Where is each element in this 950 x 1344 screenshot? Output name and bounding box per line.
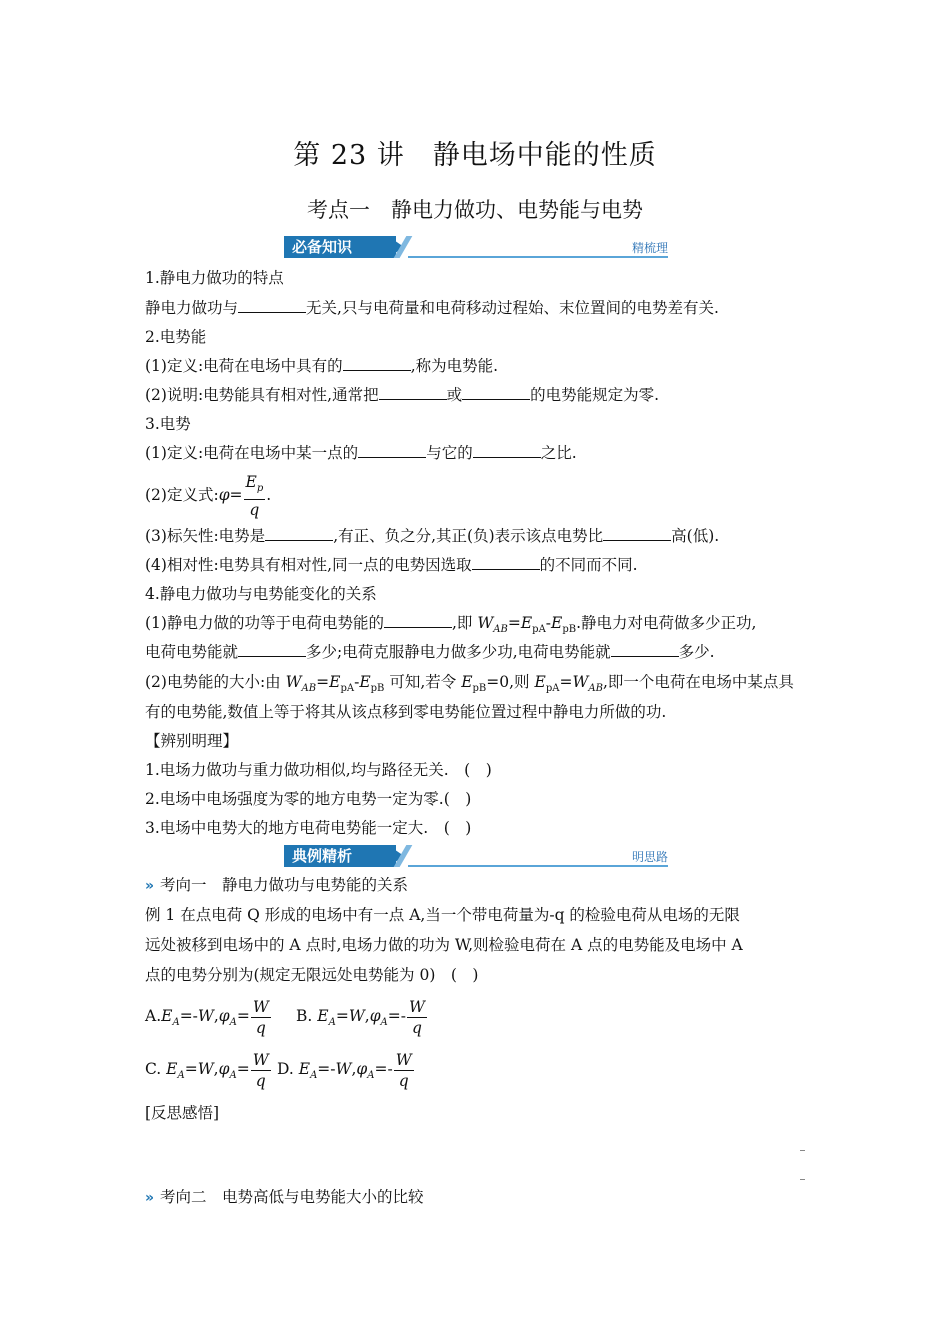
fraction-w-over-q: $\frac{W}{q}$ [409, 997, 425, 1037]
judge-title: 【辨别明理】 [145, 732, 239, 750]
k3-formula: (2)定义式:φ= $\frac{E_p}{q}$ . [145, 473, 272, 520]
k4-work-line1: (1)静电力做的功等于电荷电势能的 ,即 $W_{AB}=E_{pA}-E_{pB}$.静电力对电荷做多少正功, [145, 614, 757, 636]
example-1-line2: 远处被移到电场中的 A 点时,电场力做的功为 W,则检验电荷在 A 点的电势能及电场中 A [145, 936, 743, 954]
fraction-ep-over-q: $\frac{E_p}{q}$ [245, 473, 264, 520]
k2-explanation: (2)说明:电势能具有相对性,通常把 或 的电势能规定为零. [145, 386, 660, 404]
example-1-line1: 例 1 在点电荷 Q 形成的电场中有一点 A,当一个带电荷量为-q 的检验电荷从电场的无限 [145, 906, 740, 924]
k2-heading: 2.电势能 [145, 328, 207, 346]
k3-relativity: (4)相对性:电势具有相对性,同一点的电势因选取 的不同而不同. [145, 556, 638, 574]
judge-item-1: 1.电场力做功与重力做功相似,均与路径无关. ( ) [145, 761, 492, 779]
banner-right-label: 精梳理 [631, 241, 668, 255]
blank [473, 443, 541, 458]
blank [603, 526, 671, 541]
page-title: 第 23 讲 静电场中能的性质 [293, 140, 657, 171]
blank [265, 526, 333, 541]
k4-work-line2: 电荷电势能就 多少;电荷克服静电力做多少功,电荷电势能就 多少. [145, 643, 715, 661]
blank [611, 642, 679, 657]
k1-heading: 1.静电力做功的特点 [145, 269, 284, 287]
option-d: D. $E_A=-W,\varphi_A=-$ $\frac{W}{q}$ [277, 1050, 412, 1090]
fraction-w-over-q: $\frac{W}{q}$ [252, 1050, 269, 1090]
blank [238, 642, 306, 657]
banner-rule [408, 256, 668, 258]
judge-item-3: 3.电场中电势大的地方电荷电势能一定大. ( ) [145, 819, 472, 837]
fraction-w-over-q: $\frac{W}{q}$ [395, 1050, 412, 1090]
blank [343, 356, 411, 371]
option-c: C. $E_A=W,\varphi_A=$ $\frac{W}{q}$ [145, 1050, 269, 1090]
k3-scalar: (3)标矢性:电势是 ,有正、负之分,其正(负)表示该点电势比 高(低). [145, 527, 720, 545]
banner-examples [284, 845, 668, 869]
blank [384, 613, 452, 628]
judge-item-2: 2.电场中电场强度为零的地方电势一定为零.( ) [145, 790, 472, 808]
k3-definition: (1)定义:电荷在电场中某一点的 与它的 之比. [145, 444, 577, 462]
direction-2: » 考向二 电势高低与电势能大小的比较 [145, 1188, 424, 1206]
banner-label: 必备知识 [284, 236, 396, 258]
banner-right-label: 明思路 [631, 850, 668, 864]
banner-label: 典例精析 [284, 845, 396, 867]
section-title: 考点一 静电力做功、电势能与电势 [307, 198, 643, 222]
fraction-w-over-q: $\frac{W}{q}$ [252, 997, 269, 1037]
example-1-line3: 点的电势分别为(规定无限远处电势能为 0) ( ) [145, 966, 479, 984]
blank [238, 298, 306, 313]
k4-magnitude-line1: (2)电势能的大小:由 $W_{AB}=E_{pA}-E_{pB}$ 可知,若令 $E_{pB}=0$,则 $E_{pA}=W_{AB}$,即一个电荷在电场中某点具 [145, 673, 794, 695]
blank [472, 555, 540, 570]
k3-heading: 3.电势 [145, 415, 191, 433]
k4-magnitude-line2: 有的电势能,数值上等于将其从该点移到零电势能位置过程中静电力所做的功. [145, 703, 667, 721]
k4-heading: 4.静电力做功与电势能变化的关系 [145, 585, 377, 603]
blank [462, 385, 530, 400]
banner-knowledge [284, 236, 668, 260]
chevron-icon: » [145, 878, 155, 894]
k1-text: 静电力做功与 无关,只与电荷量和电荷移动过程始、末位置间的电势差有关. [145, 299, 719, 317]
blank [358, 443, 426, 458]
option-b: B. $E_A=W,\varphi_A=-$ $\frac{W}{q}$ [296, 997, 425, 1037]
banner-rule [408, 865, 668, 867]
k2-definition: (1)定义:电荷在电场中具有的 ,称为电势能. [145, 357, 499, 375]
direction-1: » 考向一 静电力做功与电势能的关系 [145, 876, 409, 894]
reflection-label: [反思感悟] [145, 1104, 220, 1122]
margin-mark [800, 1179, 805, 1180]
blank [379, 385, 447, 400]
margin-mark [800, 1150, 805, 1151]
option-a: $A.E_A=-W,\varphi_A=$ $\frac{W}{q}$ [145, 997, 269, 1037]
chevron-icon: » [145, 1190, 155, 1206]
